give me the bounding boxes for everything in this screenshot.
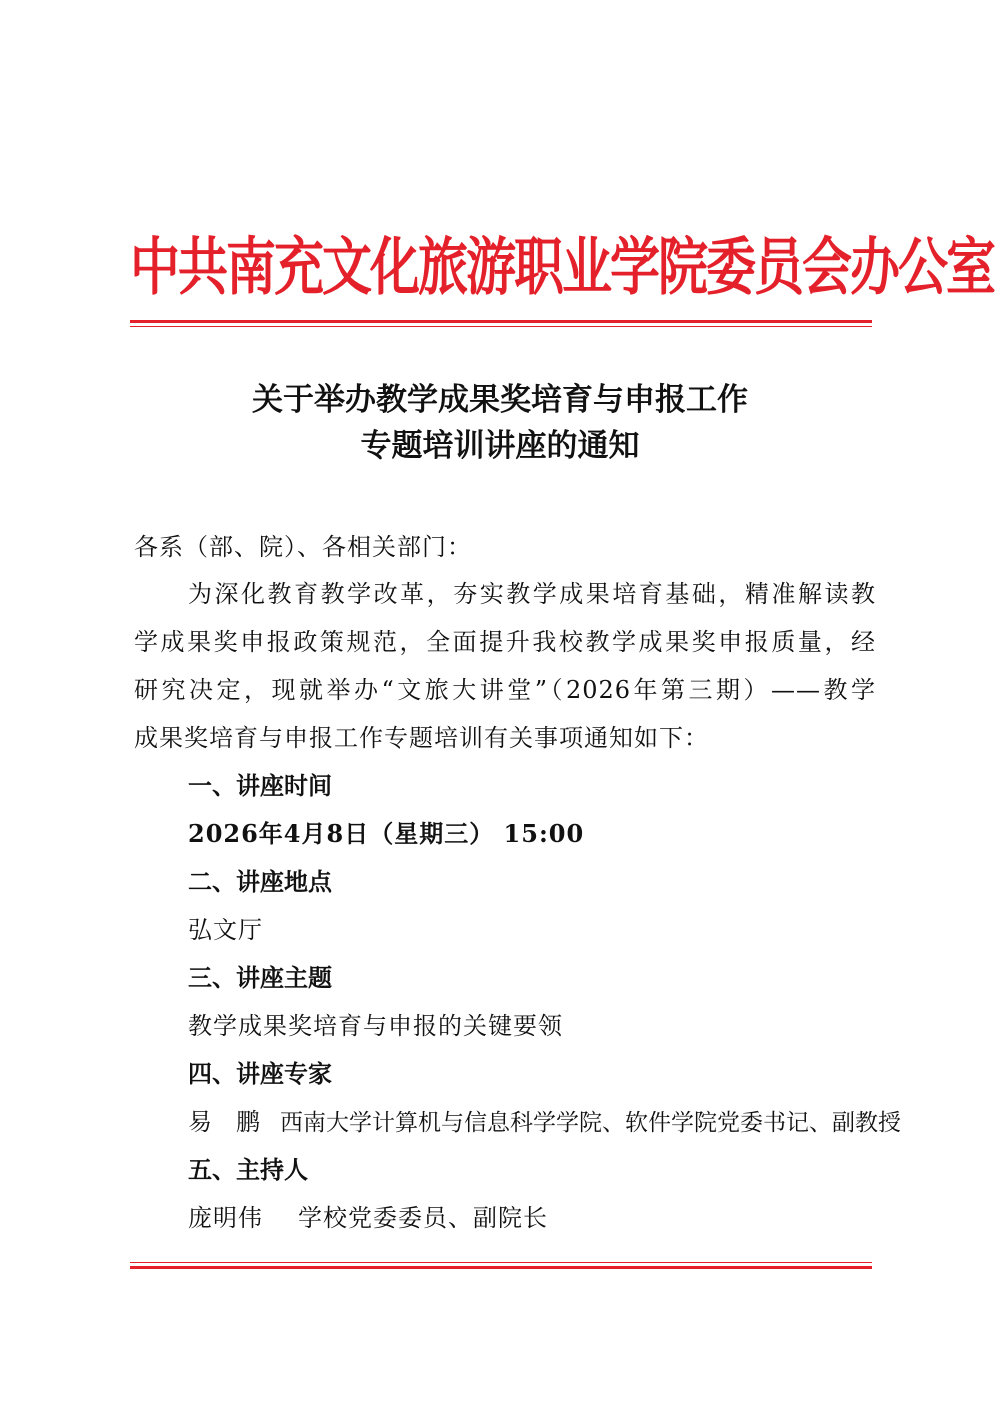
- intro-line-4: 成果奖培育与申报工作专题培训有关事项通知如下：: [134, 724, 709, 752]
- intro-line-1: 为深化教育教学改革，夯实教学成果培育基础，精准解读教: [188, 580, 876, 608]
- section-content-topic: 教学成果奖培育与申报的关键要领: [188, 1012, 563, 1040]
- section-heading-host: 五、主持人: [188, 1156, 308, 1184]
- expert-title: 西南大学计算机与信息科学学院、软件学院党委书记、副教授: [280, 1110, 901, 1136]
- header-rule-thin: [130, 326, 872, 327]
- salutation: 各系（部、院）、各相关部门：: [134, 533, 472, 561]
- issuing-organization-header: 中共南充文化旅游职业学院委员会办公室: [130, 230, 994, 304]
- host-title: 学校党委委员、副院长: [298, 1204, 548, 1232]
- header-rule-thick: [130, 320, 872, 323]
- intro-line-2: 学成果奖申报政策规范，全面提升我校教学成果奖申报质量，经: [134, 628, 876, 656]
- footer-rule-thick: [130, 1266, 872, 1269]
- section-content-location: 弘文厅: [188, 916, 263, 944]
- document-title-line-2: 专题培训讲座的通知: [360, 428, 640, 464]
- section-content-expert: [188, 1102, 901, 1137]
- section-heading-topic: 三、讲座主题: [188, 964, 332, 992]
- intro-line-3: 研究决定，现就举办“文旅大讲堂”（2026年第三期）——教学: [134, 676, 876, 704]
- expert-name: 易 鹏: [188, 1108, 260, 1136]
- section-heading-time: 一、讲座时间: [188, 772, 332, 800]
- section-content-host: [188, 1198, 548, 1233]
- section-heading-location: 二、讲座地点: [188, 868, 332, 896]
- document-title-line-1: 关于举办教学成果奖培育与申报工作: [252, 382, 748, 418]
- section-heading-expert: 四、讲座专家: [188, 1060, 332, 1088]
- section-content-time: 2026年4月8日（星期三） 15:00: [188, 819, 585, 848]
- host-name: 庞明伟: [188, 1204, 263, 1232]
- footer-rule-thin: [130, 1262, 872, 1263]
